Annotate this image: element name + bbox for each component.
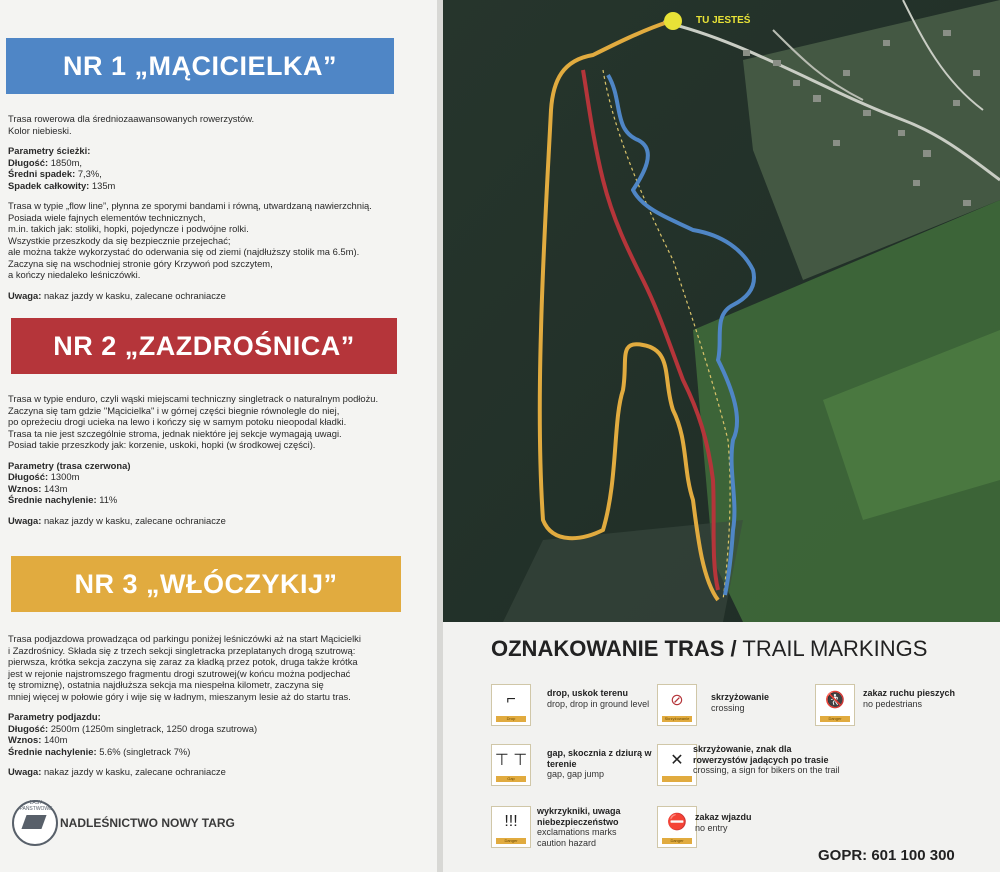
trail3-params-heading: Parametry podjazdu: [8,711,101,722]
trail-map [443,0,1000,622]
sign-caption: Danger [820,716,850,722]
info-panel [0,0,437,872]
trail1-intro: Trasa rowerowa dla średniozaawansowanych rowerzystów. [8,113,255,124]
legend-item-no-entry [695,812,795,833]
legend-item-crossing [711,692,811,713]
sign-caption: Skrzyżowanie [662,716,692,722]
legend-item-pl: skrzyżowanie [711,692,770,702]
trail3-warn-text: nakaz jazdy w kasku, zalecane ochraniacze [43,766,226,777]
logo-text: LASY PAŃSTWOWE [19,800,53,812]
no-pedestrians-sign [815,684,855,726]
legend-item-pl: drop, uskok terenu [547,688,629,698]
you-are-here-label: TU JESTEŚ [696,15,751,26]
no-entry-sign [657,806,697,848]
legend-item-en: no entry [695,822,728,833]
trail3-desc: pierwsza, krótka sekcja zaczyna się zaraz za kładką przez potok, druga także krótka [8,656,358,667]
trail3-climb-value: 140m [43,734,68,745]
legend-item-pl: zakaz wjazdu [695,812,752,822]
trail3-desc: jest w rejonie najstromszego fragmentu drogi szutrowej(w końcu można podjechać [8,667,351,679]
gopr-phone: GOPR: 601 100 300 [818,847,955,864]
trail1-desc: Posiada wiele fajnych elementów technicznych, [8,211,206,223]
trail2-climb-label: Wznos: [8,482,42,494]
trail3-length-value: 2500m (1250m singletrack, 1250 droga szutrowa) [50,722,258,734]
trail2-desc: po opreżeciu drogi ucieka na lewo i kończy się w samym potoku nieopodal kładki. [8,416,347,427]
trail1-desc: Wszystkie przeszkody da się bezpiecznie przejechać; [8,234,231,246]
exclamation-sign [491,806,531,848]
sign-caption: Danger [662,838,692,844]
legend-title-en: TRAIL MARKINGS [742,636,928,661]
legend-item-en: gap, gap jump [547,769,605,779]
trail3-length-label: Długość: [8,722,49,734]
x-crossing-icon: ✕ [670,752,684,769]
trail1-slope-label: Średni spadek: [8,168,76,179]
x-crossing-sign [657,744,697,786]
sign-caption: Danger [496,838,526,844]
legend-panel [443,622,1000,872]
legend-item-pl: skrzyżowanie, znak dla rowerzystów jadących po trasie [693,744,829,765]
trail3-climb-label: Wznos: [8,734,42,745]
gap-icon: ⊤ ⊤ [494,752,528,769]
drop-sign [491,684,531,726]
legend-item-en: crossing [711,702,745,713]
trail2-title: NR 2 „ZAZDROŚNICA” [11,318,397,374]
trail3-desc: Trasa podjazdowa prowadząca od parkingu poniżej leśniczówki aż na start Mącicielki [8,633,361,644]
trail1-length-value: 1850m, [50,156,82,168]
legend-item-en: exclamations marks caution hazard [537,827,617,848]
legend-title-pl: OZNAKOWANIE TRAS / [491,636,737,661]
trail2-params-heading: Parametry (trasa czerwona) [8,459,131,471]
legend-item-pl: gap, skocznia z dziurą w terenie [547,748,652,769]
sign-caption [662,776,692,782]
exclamation-icon: !!! [504,813,518,830]
trail1-text [8,113,428,301]
trail1-color: Kolor niebieski. [8,124,72,136]
legend-item-pl: zakaz ruchu pieszych [863,688,956,698]
trail3-slope-label: Średnie nachylenie: [8,745,97,757]
no-entry-icon: ⛔ [667,814,687,831]
trail1-drop-label: Spadek całkowity: [8,179,90,191]
trail2-length-value: 1300m [50,471,80,482]
trail3-desc: i Zazdrośnicy. Składa się z trzech sekcji singletracka przeplatanych drogą szutrową: [8,644,356,656]
legend-item-en: crossing, a sign for bikers on the trail [693,765,840,775]
trail1-warn-label: Uwaga: [8,289,42,301]
trail1-length-label: Długość: [8,156,49,168]
trail3-text [8,633,428,778]
you-are-here-marker [664,12,682,30]
crossing-icon: ⊘ [670,692,684,709]
trail2-text [8,393,428,526]
lasy-panstwowe-logo [12,800,58,846]
legend-item-en: drop, drop in ground level [547,698,650,709]
legend-item-gap [547,748,657,780]
trail3-warn-label: Uwaga: [8,766,42,777]
drop-icon: ⌐ [506,691,516,708]
sign-caption: Gap [496,776,526,782]
organization-name: NADLEŚNICTWO NOWY TARG [60,816,235,830]
trail1-desc: a kończy niedaleko leśniczówki. [8,269,141,280]
legend-item-no-pedestrians [863,688,973,709]
trail2-climb-value: 143m [43,482,68,494]
legend-item-exclamation [537,806,647,848]
trail3-slope-value: 5.6% (singletrack 7%) [99,745,191,757]
trail1-desc: m.in. takich jak: stoliki, hopki, pojedyncze i podwójne rolki. [8,223,249,234]
trail1-drop-value: 135m [91,179,116,191]
trail1-desc: Zaczyna się na wschodniej stronie góry Krzywoń pod szczytem, [8,257,273,269]
trail1-title: NR 1 „MĄCICIELKA” [6,38,394,94]
trail2-desc: Posiad takie przeszkody jak: korzenie, uskoki, hopki (w środkowej części). [8,439,316,450]
trail1-desc: ale można także wykorzystać do oderwania się od ziemi (najdłuższy stolik ma 6.5m). [8,246,360,257]
legend-item-en: no pedestrians [863,698,923,709]
trail2-length-label: Długość: [8,471,49,482]
trail1-desc: Trasa w typie „flow line”, płynna ze sporymi bandami i równą, utwardzaną nawierzchnią. [8,200,372,211]
gap-sign [491,744,531,786]
trail3-desc: tę stromiznę), ostatnia najdłuższa sekcja ma niespełna kilometr, zaczyna się [8,679,324,690]
trail2-desc: Trasa ta nie jest szczególnie stroma, jednak niektóre jej sekcje wymagają uwagi. [8,427,342,439]
sign-caption: Drop [496,716,526,722]
legend-item-drop [547,688,657,709]
trail2-slope-label: Średnie nachylenie: [8,494,97,505]
trail3-title: NR 3 „WŁÓCZYKIJ” [11,556,401,612]
trail2-desc: Zaczyna się tam gdzie "Mącicielka" i w górnej części biegnie równolegle do niej, [8,404,340,416]
trail3-desc: mniej więcej w połowie góry i wije się w ładnym, mieszanym lesie aż do startu tras. [8,690,351,702]
trail2-warn-label: Uwaga: [8,514,42,526]
trail2-desc: Trasa w typie enduro, czyli wąski miejscami techniczny singletrack o naturalnym podłożu. [8,393,379,404]
trail1-warn-text: nakaz jazdy w kasku, zalecane ochraniacze [43,289,226,301]
trail1-params-heading: Parametry ścieżki: [8,145,91,156]
legend-item-pl: wykrzykniki, uwaga niebezpieczeństwo [537,806,621,827]
legend-title [491,636,927,662]
no-pedestrians-icon: 🚷 [825,692,845,709]
trail1-slope-value: 7,3%, [77,168,102,179]
crossing-sign [657,684,697,726]
legend-item-x-crossing [693,744,843,776]
trail2-warn-text: nakaz jazdy w kasku, zalecane ochraniacze [43,514,226,526]
trail2-slope-value: 11% [99,494,118,505]
logo-emblem-icon [21,815,46,829]
